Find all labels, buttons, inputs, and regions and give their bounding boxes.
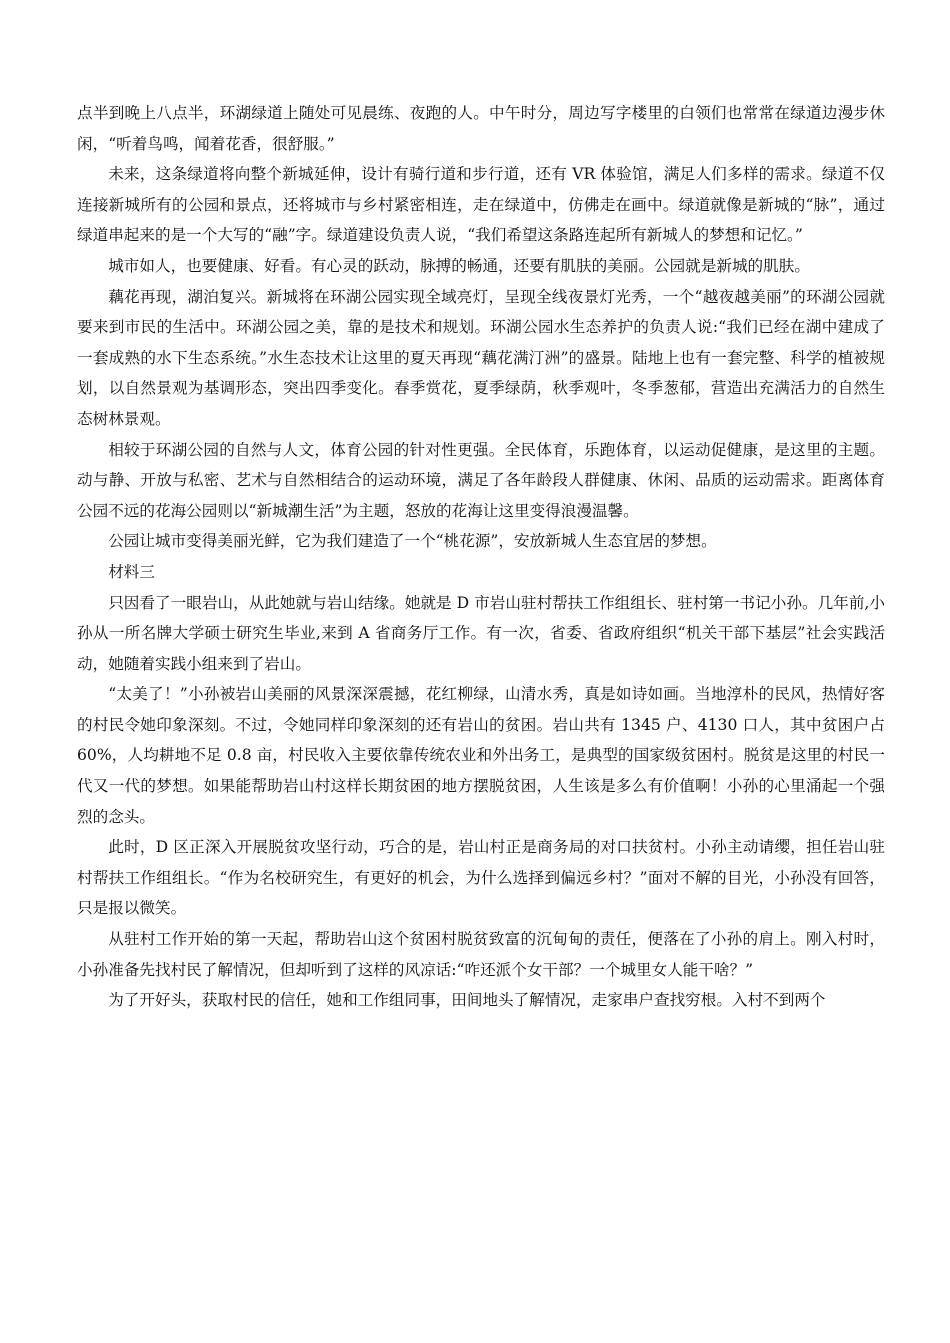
paragraph-3: 城市如人，也要健康、好看。有心灵的跃动，脉搏的畅通，还要有肌肤的美丽。公园就是新城的肌肤。 xyxy=(108,256,810,275)
paragraph-6: 公园让城市变得美丽光鲜，它为我们建造了一个“桃花源”，安放新城人生态宜居的梦想。 xyxy=(108,532,717,551)
paragraph-8: “太美了！”小孙被岩山美丽的风景深深震撼，花红柳绿，山清水秀，真是如诗如画。当地淳朴的民风，热情好客的村民令她印象深刻。不过，令她同样印象深刻的还有岩山的贫困。岩山共有 1345 户、4130 口人，其中贫困户占 60%，人均耕地不足 0.8 亩，村民收入主要依靠传统农业和外出务工，是典型的国家级贫困村。脱贫是这里的村民一代又一代的梦想。如果能帮助岩山村这样长期贫困的地方摆脱贫困，人生该是多么有价值啊！小孙的心里涌起一个强烈的念头。 xyxy=(77,685,885,826)
paragraph-1: 点半到晚上八点半，环湖绿道上随处可见晨练、夜跑的人。中午时分，周边写字楼里的白领们也常常在绿道边漫步休闲，“听着鸟鸣，闻着花香，很舒服。” xyxy=(77,104,885,153)
paragraph-11: 为了开好头，获取村民的信任，她和工作组同事，田间地头了解情况，走家串户查找穷根。入村不到两个 xyxy=(108,991,826,1010)
paragraph-4: 藕花再现，湖泊复兴。新城将在环湖公园实现全域亮灯，呈现全线夜景灯光秀，一个“越夜越美丽”的环湖公园就要来到市民的生活中。环湖公园之美，靠的是技术和规划。环湖公园水生态养护的负责人说:“我们已经在湖中建成了一套成熟的水下生态系统。”水生态技术让这里的夏天再现“藕花满汀洲”的盛景。陆地上也有一套完整、科学的植被规划，以自然景观为基调形态，突出四季变化。春季赏花，夏季绿荫，秋季观叶，冬季葱郁，营造出充满活力的自然生态树林景观。 xyxy=(77,287,885,428)
paragraph-7: 只因看了一眼岩山，从此她就与岩山结缘。她就是 D 市岩山驻村帮扶工作组组长、驻村第一书记小孙。几年前,小孙从一所名牌大学硕士研究生毕业,来到 A 省商务厅工作。有一次，省委、省政府组织“机关干部下基层”社会实践活动，她随着实践小组来到了岩山。 xyxy=(77,593,885,673)
paragraph-10: 从驻村工作开始的第一天起，帮助岩山这个贫困村脱贫致富的沉甸甸的责任，便落在了小孙的肩上。刚入村时，小孙准备先找村民了解情况，但却听到了这样的风凉话:“咋还派个女干部？一个城里女人能干啥？” xyxy=(77,930,885,979)
document-body xyxy=(77,98,885,1016)
paragraph-2: 未来，这条绿道将向整个新城延伸，设计有骑行道和步行道，还有 VR 体验馆，满足人们多样的需求。绿道不仅连接新城所有的公园和景点，还将城市与乡村紧密相连，走在绿道中，仿佛走在画中。绿道就像是新城的“脉”，通过绿道串起来的是一个大写的“融”字。绿道建设负责人说，“我们希望这条路连起所有新城人的梦想和记忆。” xyxy=(77,165,885,245)
paragraph-5: 相较于环湖公园的自然与人文，体育公园的针对性更强。全民体育，乐跑体育，以运动促健康，是这里的主题。动与静、开放与私密、艺术与自然相结合的运动环境，满足了各年龄段人群健康、休闲、品质的运动需求。距离体育公园不远的花海公园则以“新城潮生活”为主题，怒放的花海让这里变得浪漫温馨。 xyxy=(77,440,885,520)
section-heading-material-3: 材料三 xyxy=(108,562,155,581)
paragraph-9: 此时，D 区正深入开展脱贫攻坚行动，巧合的是，岩山村正是商务局的对口扶贫村。小孙主动请缨，担任岩山驻村帮扶工作组组长。“作为名校研究生，有更好的机会，为什么选择到偏远乡村？”面对不解的目光，小孙没有回答，只是报以微笑。 xyxy=(77,838,885,918)
